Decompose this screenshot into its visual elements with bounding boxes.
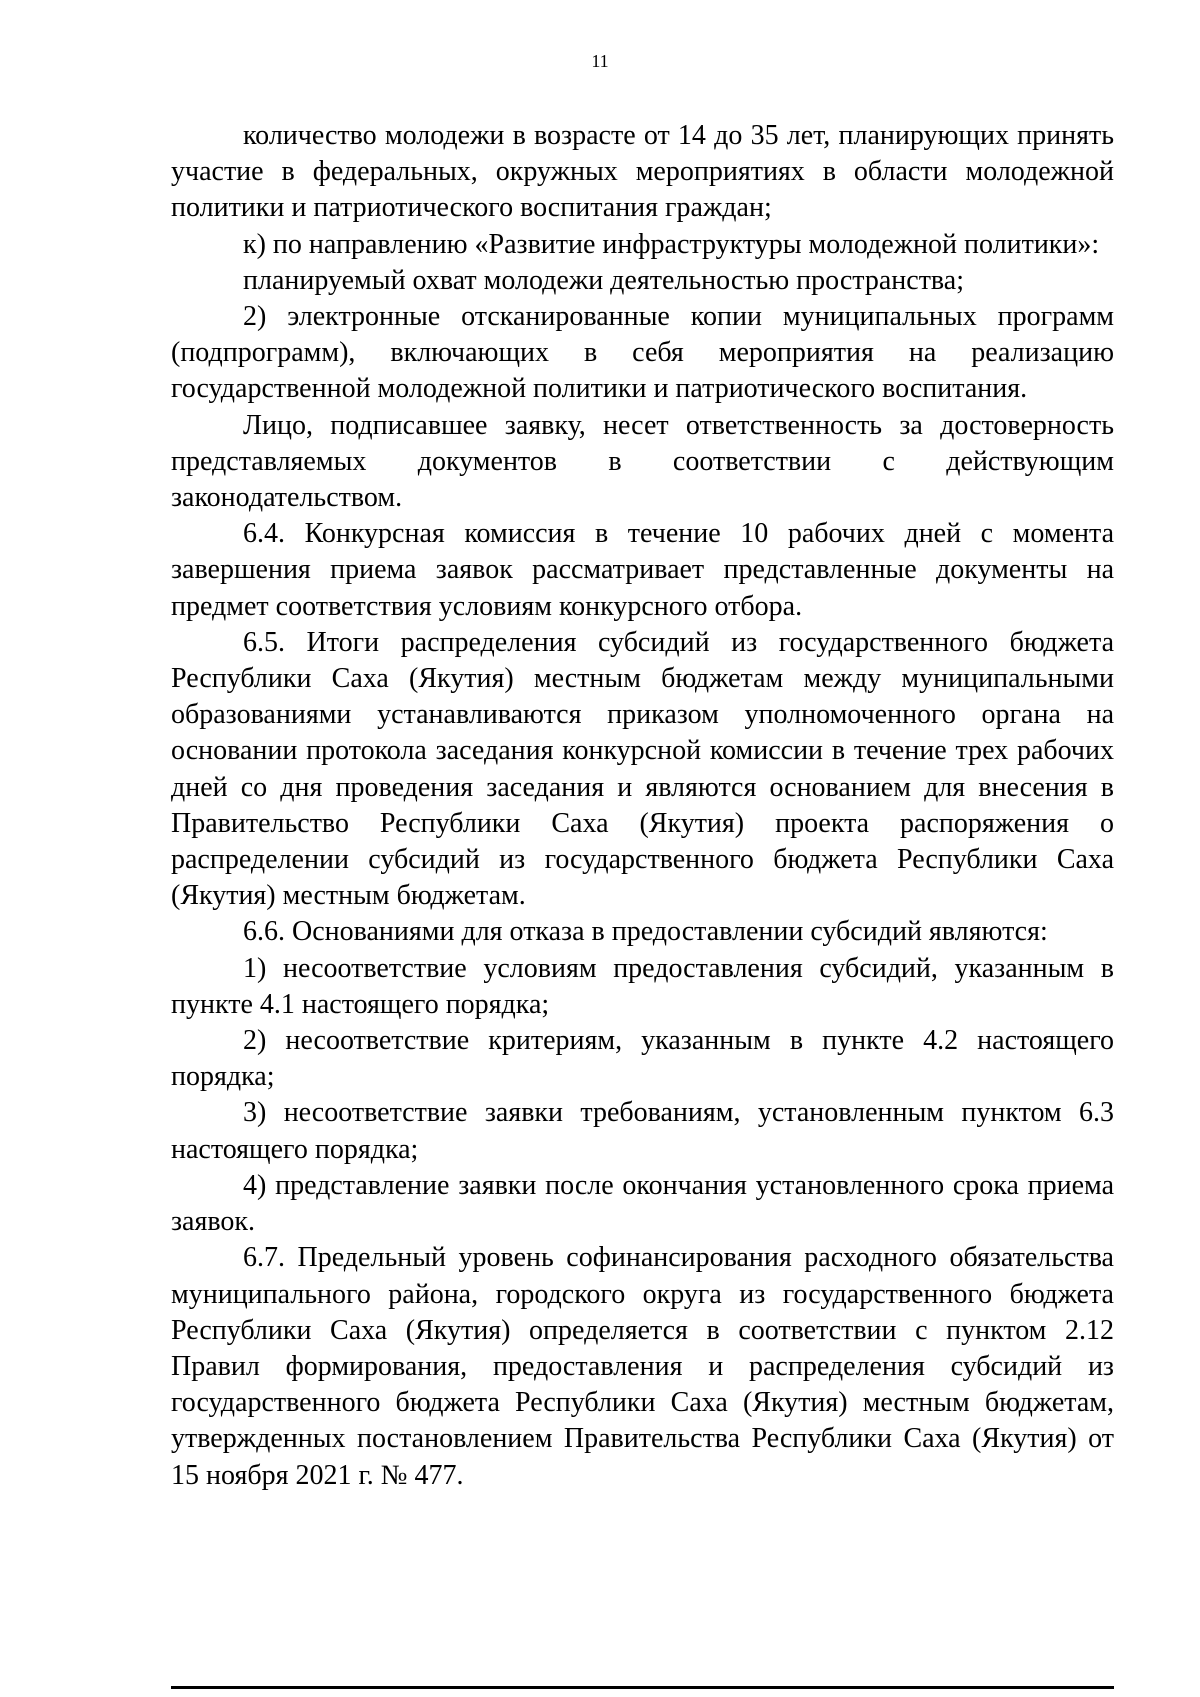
paragraph-youth-count: количество молодежи в возрасте от 14 до 35 лет, планирующих принять участие в федеральных, окружных мероприятиях в области молодежной политики и патриотического воспитания граждан; (171, 120, 1114, 224)
paragraph-6-7: 6.7. Предельный уровень софинансирования расходного обязательства муниципального района, городского округа из государственного бюджета Республики Саха (Якутия) определяется в соответствии с пунктом 2.12 Правил формирования, предоставления и распределения субсидий из государственного бюджета Республики Саха (Якутия) местным бюджетам, утвержденных постановлением Правительства Республики Саха (Якутия) от 15 ноября 2021 г. № 477. (171, 1242, 1114, 1491)
paragraph-infrastructure-direction: к) по направлению «Развитие инфраструктуры молодежной политики»: (243, 228, 1100, 260)
paragraph-6-6: 6.6. Основаниями для отказа в предоставлении субсидий являются: (243, 916, 1048, 948)
paragraph-6-5: 6.5. Итоги распределения субсидий из государственного бюджета Республики Саха (Якутия) местным бюджетам между муниципальными образованиями устанавливаются приказом уполномоченного органа на основании протокола заседания конкурсной комиссии в течение трех рабочих дней со дня проведения заседания и являются основанием для внесения в Правительство Республики Саха (Якутия) проекта распоряжения о распределении субсидий из государственного бюджета Республики Саха (Якутия) местным бюджетам. (171, 626, 1114, 912)
document-body (171, 118, 1114, 1494)
paragraph-refusal-reason-4: 4) представление заявки после окончания установленного срока приема заявок. (171, 1169, 1114, 1238)
paragraph-refusal-reason-1: 1) несоответствие условиям предоставления субсидий, указанным в пункте 4.1 настоящего порядка; (171, 952, 1114, 1020)
paragraph-6-4: 6.4. Конкурсная комиссия в течение 10 рабочих дней с момента завершения приема заявок рассматривает представленные документы на предмет соответствия условиям конкурсного отбора. (171, 518, 1114, 622)
page-number: 11 (591, 51, 609, 71)
paragraph-signatory-responsibility: Лицо, подписавшее заявку, несет ответственность за достоверность представляемых документов в соответствии с действующим законодательством. (171, 409, 1114, 514)
paragraph-scanned-copies: 2) электронные отсканированные копии муниципальных программ (подпрограмм), включающих в себя мероприятия на реализацию государственной молодежной политики и патриотического воспитания. (171, 301, 1114, 405)
footer-divider (171, 1686, 1114, 1689)
paragraph-refusal-reason-3: 3) несоответствие заявки требованиям, установленным пунктом 6.3 настоящего порядка; (171, 1097, 1114, 1165)
paragraph-planned-coverage: планируемый охват молодежи деятельностью пространства; (243, 264, 964, 296)
paragraph-refusal-reason-2: 2) несоответствие критериям, указанным в пункте 4.2 настоящего порядка; (171, 1025, 1114, 1093)
